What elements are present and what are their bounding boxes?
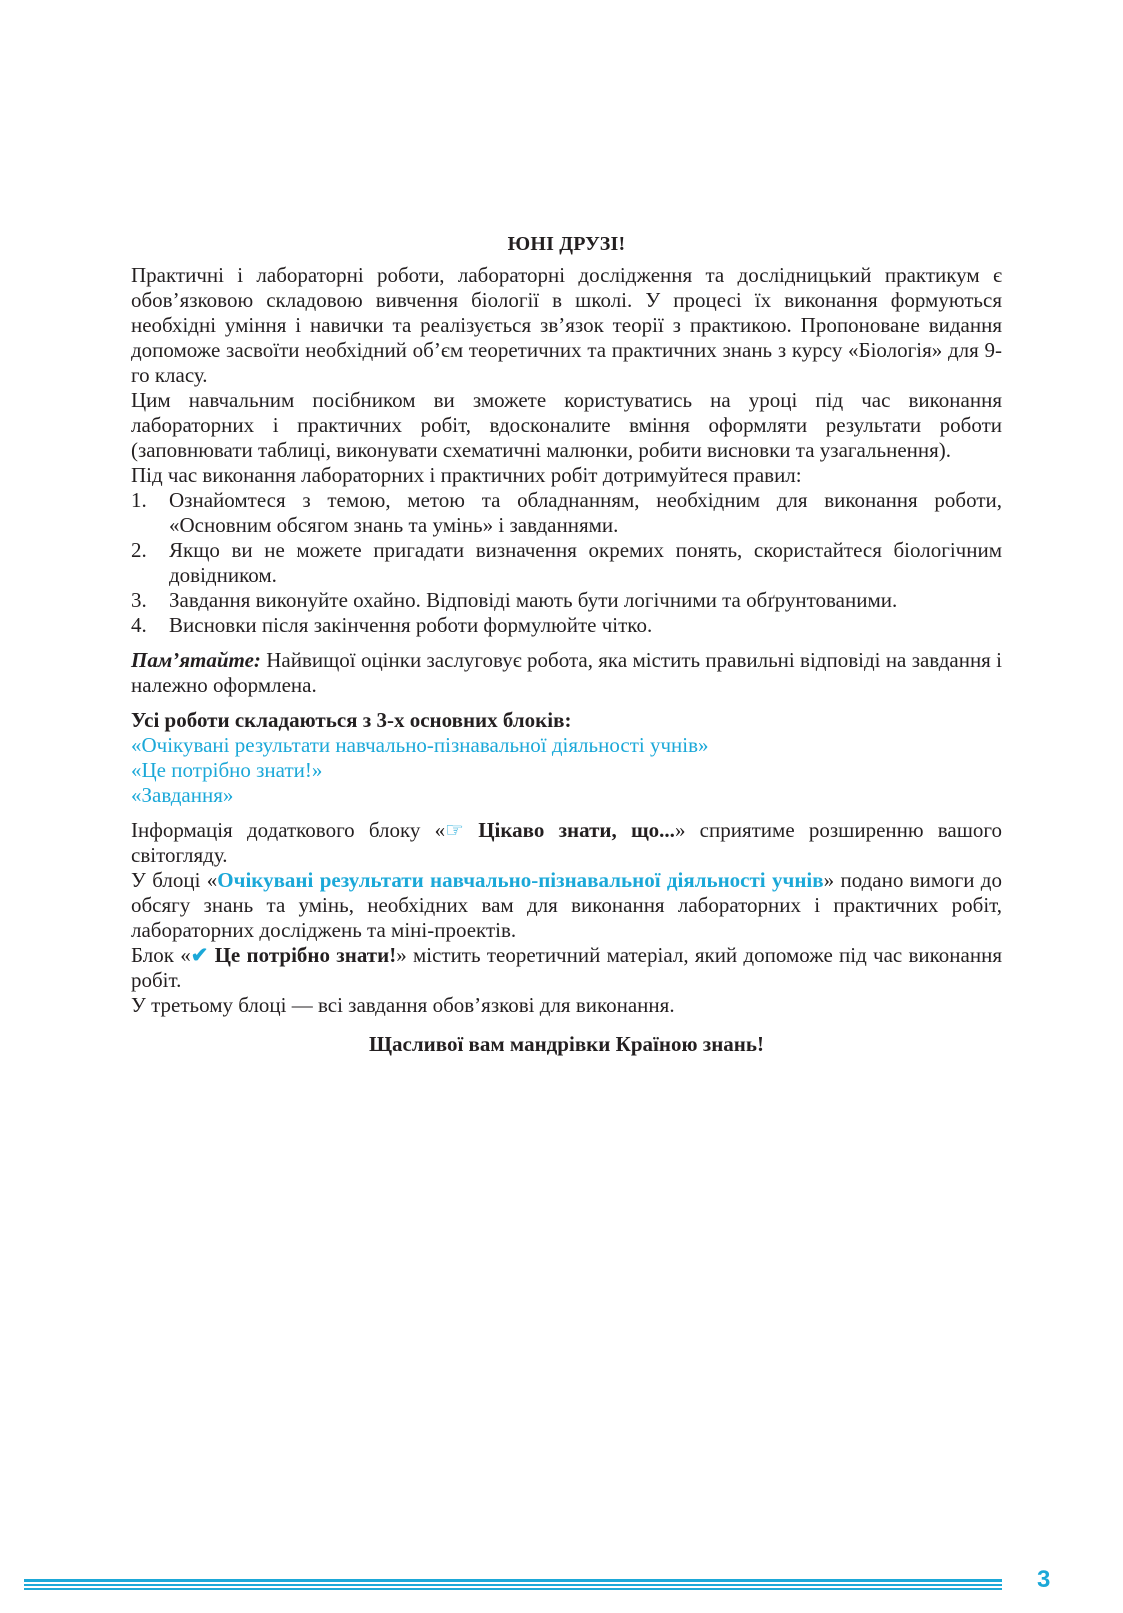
- remember-label: Пам’ятайте:: [131, 648, 261, 672]
- blocks-section: [131, 708, 1002, 808]
- need-to-know-block-paragraph: Блок «✔ Це потрібно знати!» містить теоретичний матеріал, який допоможе під час виконання робіт.: [131, 943, 1002, 992]
- block-name-need-to-know: «Це потрібно знати!»: [131, 758, 323, 782]
- list-item: 3. Завдання виконуйте охайно. Відповіді мають бути логічними та обґрунтованими.: [131, 588, 898, 612]
- list-item: 4. Висновки після закінчення роботи формулюйте чітко.: [131, 613, 653, 637]
- block-name-tasks: «Завдання»: [131, 783, 234, 807]
- rules-list: [131, 488, 1002, 638]
- intro-paragraph-1: Практичні і лабораторні роботи, лабораторні дослідження та дослідницький практикум є обов’язковою складовою вивчення біології в школі. У процесі їх виконання формуються необхідні уміння і навички та реалізується зв’язок теорії з практикою. Пропоноване видання допоможе засвоїти необхідний об’єм теоретичних та практичних знань з курсу «Біологія» для 9-го класу.: [131, 263, 1002, 387]
- intro-paragraph-2: Цим навчальним посібником ви зможете користуватись на уроці під час виконання лабораторних і практичних робіт, вдосконалите вміння оформляти результати роботи (заповнювати таблиці, виконувати схематичні малюнки, робити висновки та узагальнення).: [131, 388, 1002, 462]
- results-block-paragraph: У блоці «Очікувані результати навчально-пізнавальної діяльності учнів» подано вимоги до обсягу знань та умінь, необхідних вам для виконання лабораторних і практичних робіт, лабораторних досліджень та міні-проектів.: [131, 868, 1002, 942]
- extra-info-paragraph: Інформація додаткового блоку «☞ Цікаво знати, що...» сприятиме розширенню вашого світогляду.: [131, 818, 1002, 867]
- third-block-paragraph: У третьому блоці — всі завдання обов’язкові для виконання.: [131, 993, 675, 1017]
- blocks-heading: Усі роботи складаються з 3-х основних блоків:: [131, 708, 572, 732]
- intro-paragraph-3: Під час виконання лабораторних і практичних робіт дотримуйтеся правил:: [131, 463, 802, 487]
- list-item: 1. Ознайомтеся з темою, метою та обладнанням, необхідним для виконання роботи, «Основним обсягом знань та умінь» і завданнями.: [131, 488, 1002, 537]
- closing-line: Щасливої вам мандрівки Країною знань!: [368, 1032, 764, 1056]
- pointing-hand-icon: ☞: [445, 818, 464, 842]
- page-number: 3: [1037, 1566, 1051, 1593]
- footer-rule: [24, 1579, 1002, 1582]
- list-item: 2. Якщо ви не можете пригадати визначення окремих понять, скористайтеся біологічним довідником.: [131, 538, 1002, 587]
- page-title: ЮНІ ДРУЗІ!: [507, 233, 626, 255]
- block-name-results: «Очікувані результати навчально-пізнавальної діяльності учнів»: [131, 733, 709, 757]
- footer-rule: [24, 1588, 1002, 1590]
- remember-paragraph: Пам’ятайте: Найвищої оцінки заслуговує робота, яка містить правильні відповіді на завдання і належно оформлена.: [131, 648, 1002, 697]
- page-content: [131, 222, 1002, 1057]
- checkmark-icon: ✔: [190, 943, 209, 967]
- footer-rule: [24, 1584, 1002, 1586]
